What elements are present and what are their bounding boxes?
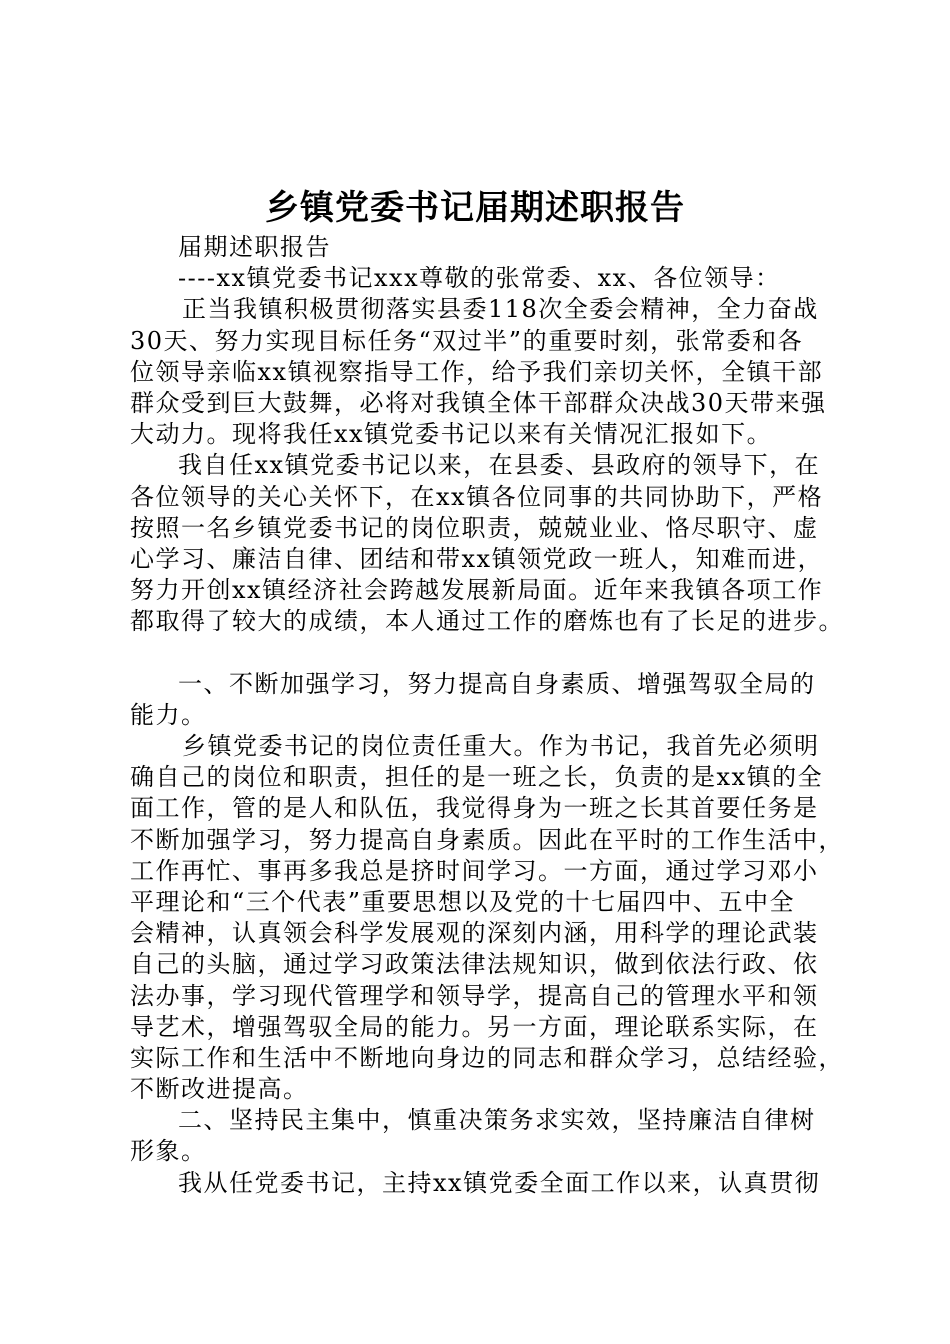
paragraph-line: 30天、努力实现目标任务“双过半”的重要时刻，张常委和各 — [130, 326, 804, 355]
paragraph-line: 法办事，学习现代管理学和领导学，提高自己的管理水平和领 — [130, 981, 819, 1010]
paragraph-line: 心学习、廉洁自律、团结和带xx镇领党政一班人，知难而进， — [130, 544, 824, 573]
paragraph-line: 按照一名乡镇党委书记的岗位职责，兢兢业业、恪尽职守、虚 — [130, 513, 819, 542]
paragraph-line: 平理论和“三个代表”重要思想以及党的十七届四中、五中全 — [130, 887, 796, 916]
paragraph-line: 导艺术，增强驾驭全局的能力。另一方面，理论联系实际，在 — [130, 1012, 819, 1041]
paragraph-line: 我自任xx镇党委书记以来，在县委、县政府的领导下，在 — [178, 451, 821, 480]
document-title: 乡镇党委书记届期述职报告 — [265, 188, 685, 228]
paragraph-line: 自己的头脑，通过学习政策法律法规知识，做到依法行政、依 — [130, 950, 819, 979]
section-heading-line: 二、坚持民主集中，慎重决策务求实效，坚持廉洁自律树 — [178, 1106, 816, 1135]
section-heading-line: 能力。 — [130, 700, 207, 729]
paragraph-line: 群众受到巨大鼓舞，必将对我镇全体干部群众决战30天带来强 — [130, 388, 827, 417]
paragraph-line: 工作再忙、事再多我总是挤时间学习。一方面，通过学习邓小 — [130, 856, 819, 885]
paragraph-line: 乡镇党委书记的岗位责任重大。作为书记，我首先必须明 — [182, 732, 820, 760]
paragraph-line: 我从任党委书记，主持xx镇党委全面工作以来，认真贯彻 — [178, 1168, 821, 1197]
paragraph-line: 确自己的岗位和职责，担任的是一班之长，负责的是xx镇的全 — [130, 763, 824, 792]
paragraph-line: 正当我镇积极贯彻落实县委118次全委会精神，全力奋战 — [182, 295, 819, 324]
paragraph-line: 位领导亲临xx镇视察指导工作，给予我们亲切关怀，全镇干部 — [130, 357, 824, 386]
subtitle-line: 届期述职报告 — [178, 233, 331, 261]
paragraph-line: 实际工作和生活中不断地向身边的同志和群众学习，总结经验， — [130, 1043, 844, 1072]
paragraph-line: 都取得了较大的成绩，本人通过工作的磨炼也有了长足的进步。 — [130, 607, 844, 636]
blank-line — [130, 637, 830, 668]
paragraph-line: 努力开创xx镇经济社会跨越发展新局面。近年来我镇各项工作 — [130, 576, 824, 605]
paragraph-line: 不断改进提高。 — [130, 1075, 309, 1104]
paragraph-line: 大动力。现将我任xx镇党委书记以来有关情况汇报如下。 — [130, 420, 773, 449]
paragraph-line: 会精神，认真领会科学发展观的深刻内涵，用科学的理论武装 — [130, 919, 819, 948]
paragraph-line: 面工作，管的是人和队伍，我觉得身为一班之长其首要任务是 — [130, 794, 819, 823]
document-body — [130, 232, 844, 1199]
paragraph-line: 各位领导的关心关怀下，在xx镇各位同事的共同协助下，严格 — [130, 482, 824, 511]
section-heading-line: 形象。 — [130, 1137, 207, 1166]
salutation-line: ----xx镇党委书记xxx尊敬的张常委、xx、各位领导： — [178, 264, 781, 293]
section-heading-line: 一、不断加强学习，努力提高自身素质、增强驾驭全局的 — [178, 669, 816, 698]
paragraph-line: 不断加强学习，努力提高自身素质。因此在平时的工作生活中， — [130, 825, 844, 854]
